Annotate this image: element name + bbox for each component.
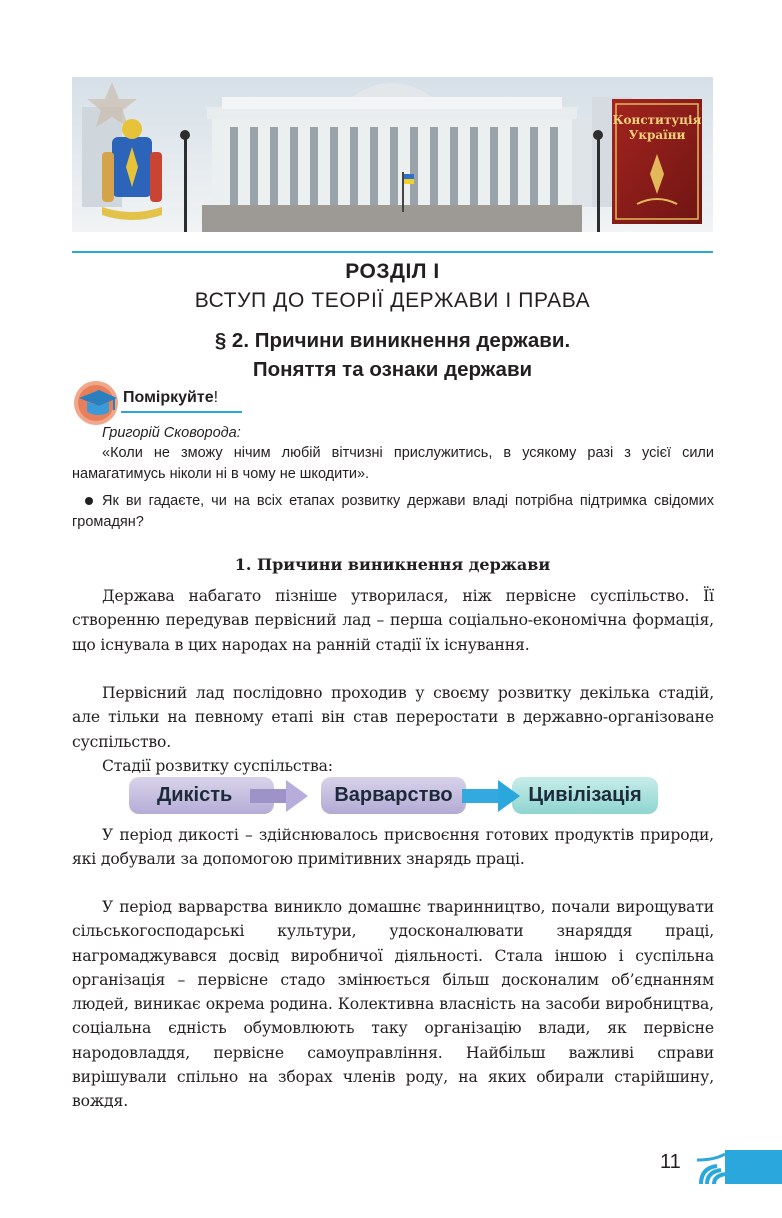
body-paragraph-3: Стадії розвитку суспільства: <box>102 757 333 775</box>
think-label <box>123 389 218 407</box>
think-underline <box>121 411 242 413</box>
stage-civilization: Цивілізація <box>512 777 658 814</box>
body-paragraph-2: Первісний лад послідовно проходив у своєму розвитку декілька стадій, але тільки на певному етапі він став переростати в державно-організоване суспільство. <box>72 684 714 751</box>
section-subtitle: ВСТУП ДО ТЕОРІЇ ДЕРЖАВИ І ПРАВА <box>194 289 591 312</box>
paragraph-title-line2: Поняття та ознаки держави <box>252 358 533 381</box>
think-question: Як ви гадаєте, чи на всіх етапах розвитку держави владі потрібна підтримка свідомих громадян? <box>72 493 714 530</box>
page-tab-icon <box>697 1150 782 1184</box>
quote-author: Григорій Сковорода: <box>102 425 241 441</box>
arrow-right-icon <box>250 778 310 814</box>
page-number: 11 <box>660 1151 681 1173</box>
body-paragraph-5: У період варварства виникло домашнє тваринництво, почали вирощувати сільськогосподарські культури, удосконалювати знаряддя праці, нагромаджувався досвід виробничої діяльності. Стала іншою і суспільна організація – первісне стадо змінюється більш досконалим об’єднанням людей, виникає окрема родина. Колективна власність на засоби виробництва, соціальна єдність обумовлюють таку організацію влади, як первісне народовладдя, первісне самоуправління. Найбільш важливі справи вирішували спільно на зборах членів роду, на яких обирали старійшину, вождя. <box>72 898 714 1111</box>
paragraph-title-line1: § 2. Причини виникнення держави. <box>214 329 571 352</box>
graduation-cap-icon <box>73 380 119 426</box>
body-paragraph-4: У період дикості – здійснювалось присвоєння готових продуктів природи, які добували за допомогою примітивних знарядь праці. <box>72 826 714 869</box>
body-paragraph-1: Держава набагато пізніше утворилася, ніж первісне суспільство. Її створенню передував первісний лад – перша соціально-економічна формація, що існувала в цих народах на ранній стадії їх існування. <box>72 587 714 654</box>
think-label-exclamation: ! <box>213 389 219 406</box>
quote-text: «Коли не зможу нічим любій вітчизні прислужитись, в усякому разі з усієї сили намагатимусь ніколи ні в чому не шкодити». <box>72 445 714 482</box>
arrow-right-icon <box>462 778 522 814</box>
think-label-text: Поміркуйте <box>123 389 214 406</box>
header-banner <box>72 77 713 232</box>
constitution-title-line2: України <box>628 128 686 142</box>
section-title: РОЗДІЛ І <box>345 260 440 283</box>
subsection-title: 1. Причини виникнення держави <box>234 555 551 574</box>
header-rule <box>72 251 713 253</box>
constitution-title-line1: Конституція <box>612 113 702 127</box>
stage-savagery: Дикість <box>129 777 274 814</box>
stage-barbarism: Варварство <box>321 777 466 814</box>
paragraph-title <box>72 326 713 384</box>
